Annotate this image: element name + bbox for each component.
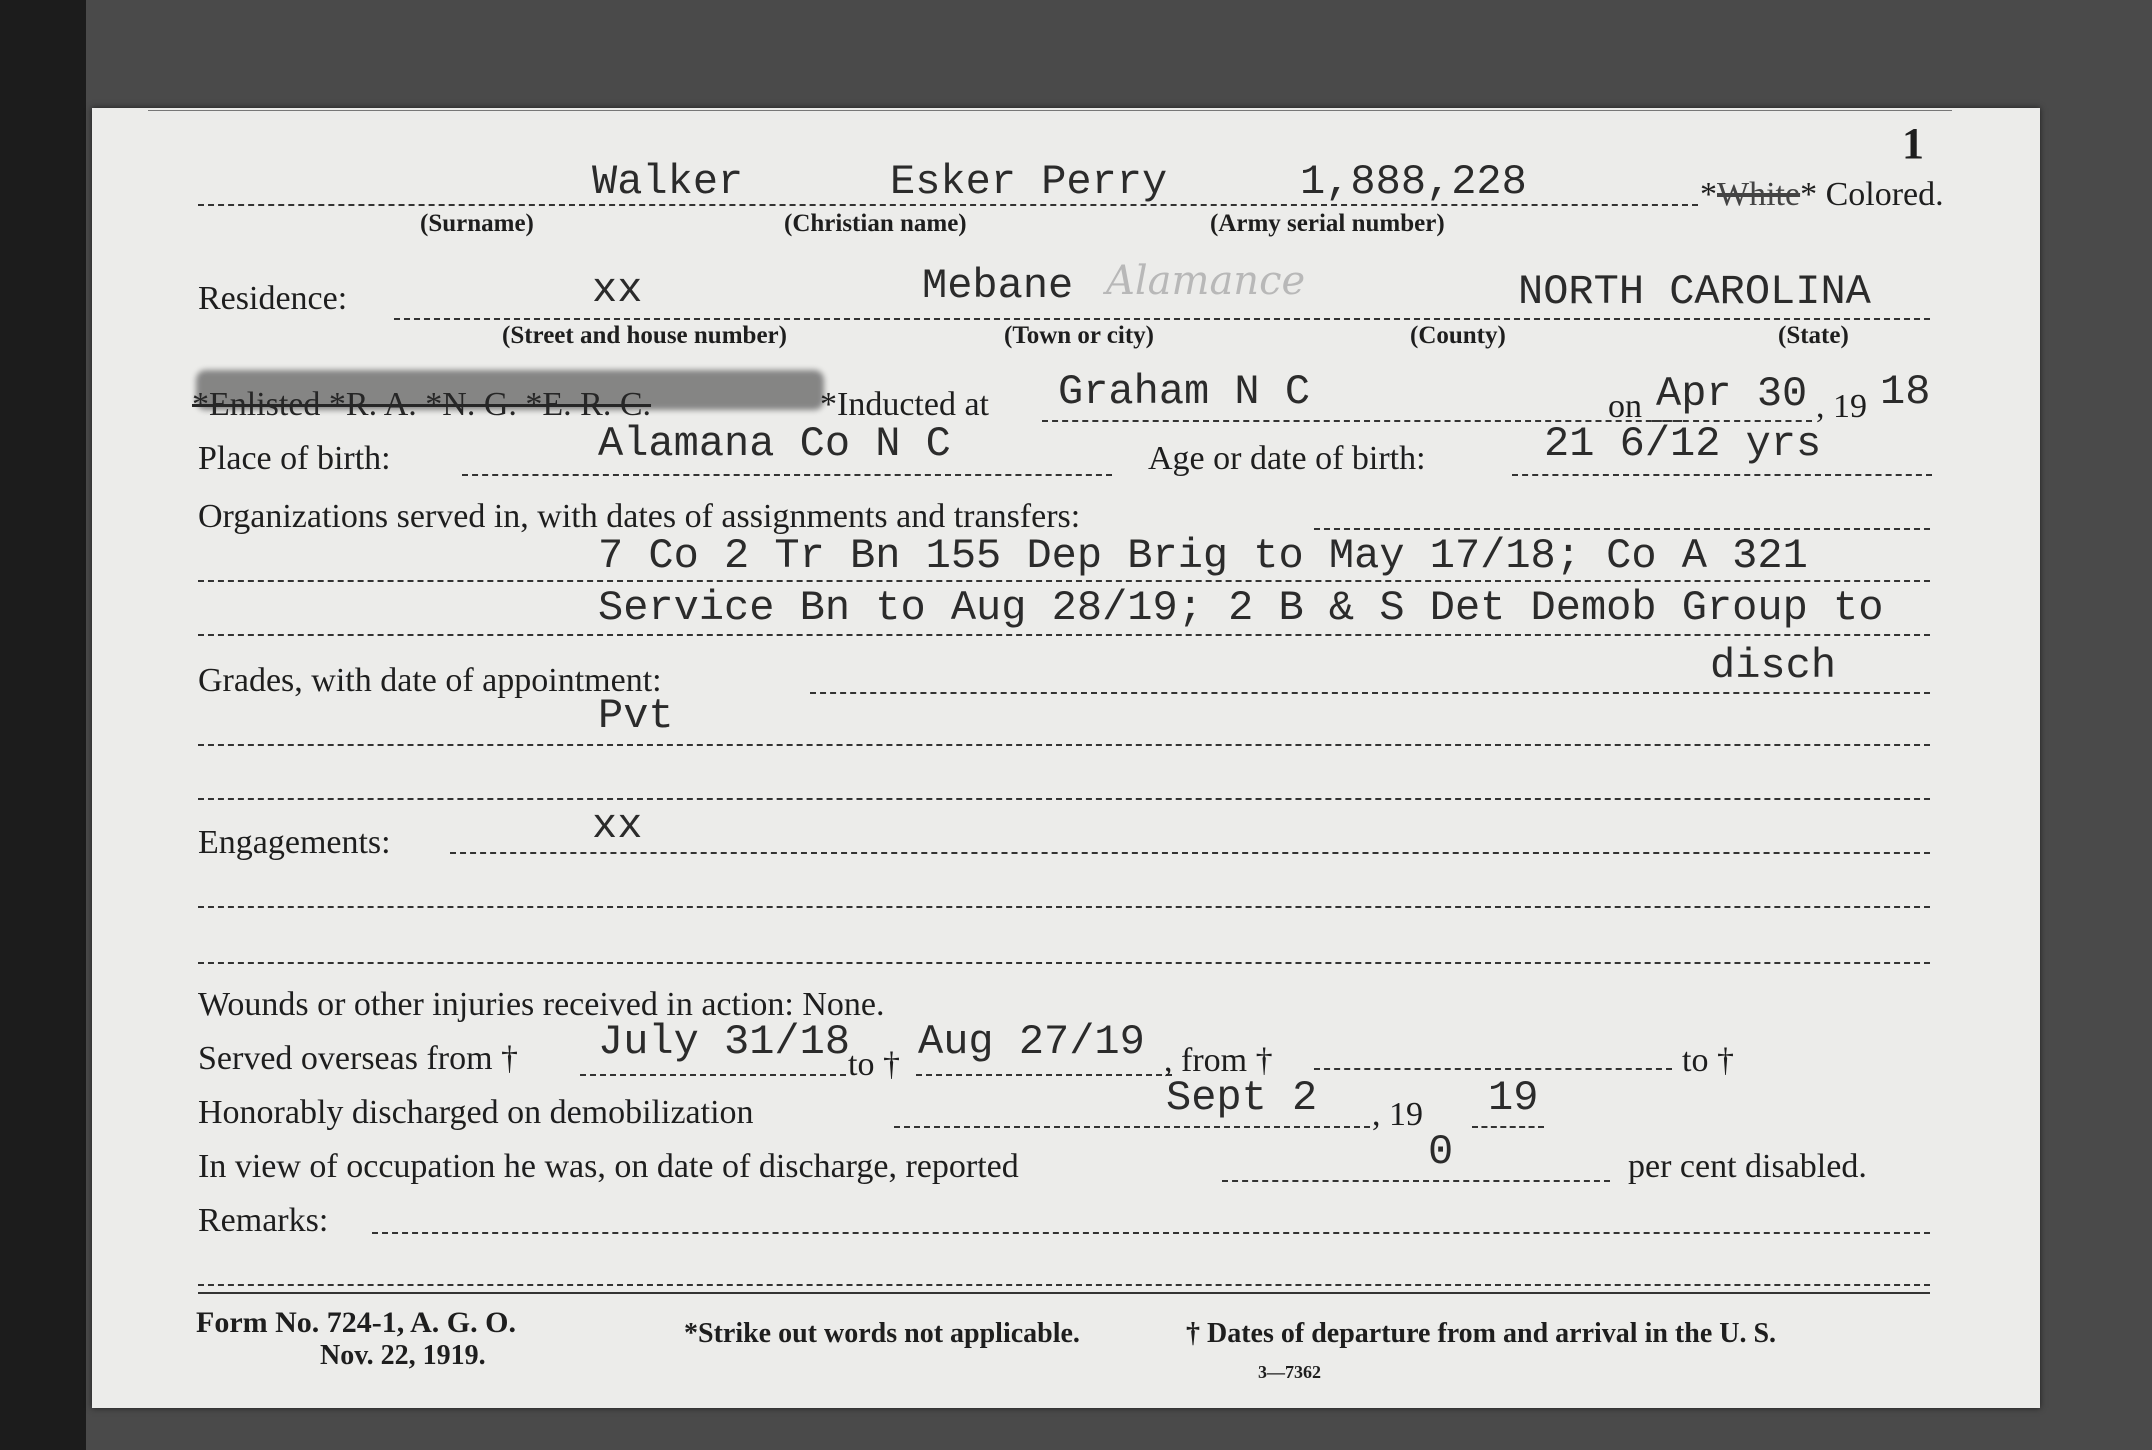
on-label: on — [1608, 388, 1642, 425]
induction-year-prefix: , 19 — [1816, 388, 1867, 425]
engagements-label: Engagements: — [198, 824, 391, 861]
induction-year-value: 18 — [1880, 368, 1931, 416]
race-prefix: * — [1700, 176, 1717, 213]
residence-label: Residence: — [198, 280, 348, 317]
print-code: 3—7362 — [1258, 1362, 1321, 1382]
inducted-at-label: *Inducted at — [820, 386, 989, 423]
discharge-year-line — [1472, 1126, 1544, 1128]
grades-line-1 — [198, 744, 1930, 746]
inducted-at-value: Graham N C — [1058, 368, 1311, 416]
age-label: Age or date of birth: — [1148, 440, 1426, 477]
grades-value: Pvt — [598, 692, 674, 740]
county-caption: (County) — [1410, 322, 1506, 349]
race-mid: * — [1800, 176, 1818, 213]
place-of-birth-label: Place of birth: — [198, 440, 391, 477]
organizations-line-0 — [1314, 528, 1930, 530]
overseas-to2-label: to † — [1682, 1042, 1734, 1079]
overseas-from2-line — [1314, 1068, 1672, 1070]
induction-date-value: Apr 30 — [1656, 370, 1808, 418]
age-value: 21 6/12 yrs — [1544, 420, 1822, 468]
dates-note: † Dates of departure from and arrival in the U. S. — [1186, 1318, 1777, 1349]
organizations-label: Organizations served in, with dates of assignments and transfers: — [198, 498, 1081, 535]
residence-county-handwritten: Alamance — [1106, 258, 1306, 304]
grades-line-2 — [198, 798, 1930, 800]
disability-suffix: per cent disabled. — [1628, 1148, 1867, 1185]
discharge-date-value: Sept 2 — [1166, 1074, 1318, 1122]
place-of-birth-value: Alamana Co N C — [598, 420, 951, 468]
overseas-from2-label: , from † — [1164, 1042, 1273, 1079]
organizations-line1: 7 Co 2 Tr Bn 155 Dep Brig to May 17/18; Co A 321 — [598, 532, 1808, 580]
wounds-label: Wounds or other injuries received in action: None. — [198, 986, 885, 1023]
christian-name-caption: (Christian name) — [784, 210, 967, 237]
residence-street-value: xx — [592, 266, 643, 314]
strike-note: *Strike out words not applicable. — [684, 1318, 1080, 1349]
grades-line-0 — [810, 692, 1930, 694]
overseas-to-value: Aug 27/19 — [918, 1018, 1145, 1066]
race-struck-word: White — [1717, 176, 1801, 213]
disability-line — [1222, 1180, 1610, 1182]
residence-line — [394, 318, 1930, 320]
disability-value: 0 — [1428, 1128, 1454, 1176]
state-caption: (State) — [1778, 322, 1849, 349]
grades-label: Grades, with date of appointment: — [198, 662, 662, 699]
organizations-line-2 — [198, 634, 1930, 636]
service-record-card — [92, 108, 2040, 1408]
surname-value: Walker — [592, 158, 744, 206]
surname-caption: (Surname) — [420, 210, 534, 237]
card-number: 1 — [1902, 119, 1924, 168]
serial-number-caption: (Army serial number) — [1210, 210, 1445, 237]
overseas-from-line — [580, 1074, 846, 1076]
street-caption: (Street and house number) — [502, 322, 787, 349]
remarks-line-0 — [372, 1232, 1930, 1234]
organizations-line2: Service Bn to Aug 28/19; 2 B & S Det Demob Group to — [598, 584, 1884, 632]
top-short-line — [148, 110, 1952, 111]
struck-enlistment-options: *Enlisted *R. A. *N. G. *E. R. C. — [192, 386, 652, 423]
form-number: Form No. 724-1, A. G. O. — [196, 1306, 516, 1339]
form-date: Nov. 22, 1919. — [320, 1340, 486, 1371]
discharge-date-line — [894, 1126, 1370, 1128]
name-line — [198, 204, 1698, 206]
race-field — [1700, 176, 1944, 214]
age-line — [1512, 474, 1932, 476]
organizations-line-1 — [198, 580, 1930, 582]
bottom-rule — [198, 1292, 1930, 1294]
overseas-to-label: to † — [848, 1046, 900, 1083]
organizations-line3: disch — [1710, 642, 1837, 690]
discharge-year-value: 19 — [1488, 1074, 1539, 1122]
race-label: Colored. — [1825, 176, 1944, 213]
christian-name-value: Esker Perry — [890, 158, 1168, 206]
overseas-label: Served overseas from † — [198, 1040, 519, 1077]
remarks-line-1 — [198, 1284, 1930, 1286]
residence-town-value: Mebane — [922, 262, 1074, 310]
disability-label: In view of occupation he was, on date of discharge, reported — [198, 1148, 1019, 1185]
overseas-to-line — [916, 1074, 1172, 1076]
discharge-year-prefix: , 19 — [1372, 1096, 1423, 1133]
overseas-from-value: July 31/18 — [598, 1018, 851, 1066]
discharge-label: Honorably discharged on demobilization — [198, 1094, 754, 1131]
remarks-label: Remarks: — [198, 1202, 329, 1239]
town-caption: (Town or city) — [1004, 322, 1154, 349]
place-of-birth-line — [462, 474, 1112, 476]
engagements-value: xx — [592, 802, 643, 850]
engagements-line-0 — [450, 852, 1930, 854]
scan-background — [0, 0, 86, 1450]
residence-state-value: NORTH CAROLINA — [1518, 268, 1871, 316]
serial-number-value: 1,888,228 — [1300, 158, 1527, 206]
engagements-line-2 — [198, 962, 1930, 964]
engagements-line-1 — [198, 906, 1930, 908]
